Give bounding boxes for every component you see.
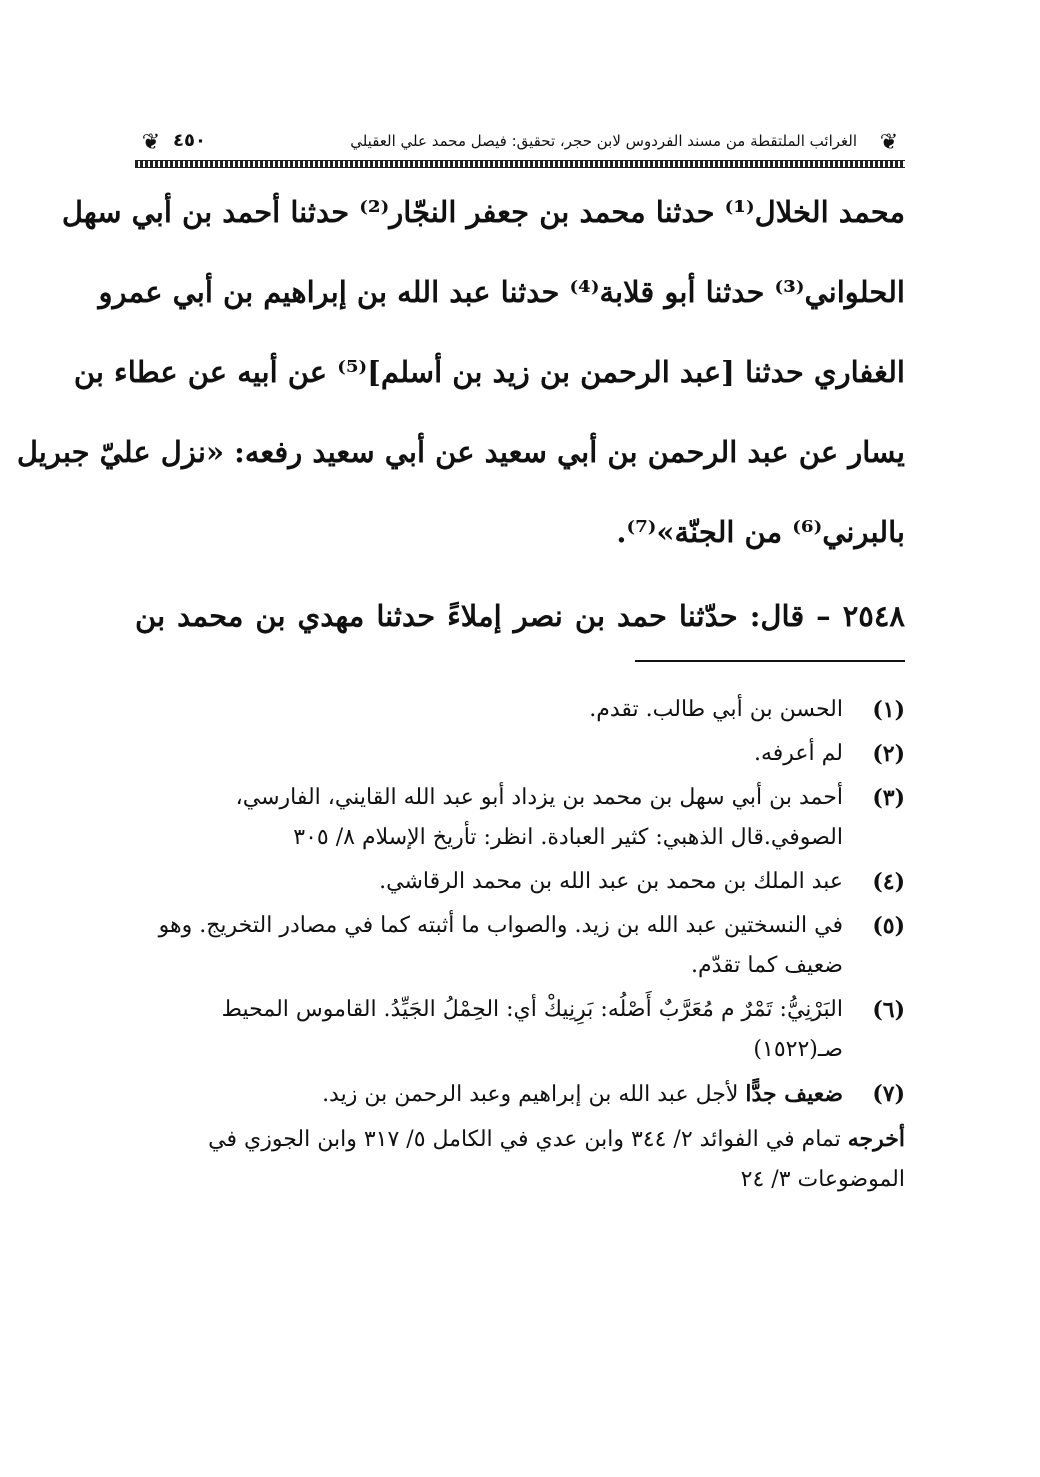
- footnotes: [135, 690, 905, 1200]
- running-title: الغرائب الملتقطة من مسند الفردوس لابن حجر، تحقيق: فيصل محمد علي العقيلي: [350, 132, 857, 150]
- footnote-text: في النسختين عبد الله بن زيد. والصواب ما أثبته كما في مصادر التخريج. وهو ضعيف كما تقدّم.: [158, 913, 843, 978]
- header-rule: [135, 160, 905, 168]
- footnote-number: (٢): [872, 741, 905, 767]
- ornament-right-icon: ❦: [879, 130, 899, 155]
- footnote: [135, 862, 905, 902]
- footnote-text: لم أعرفه.: [753, 741, 843, 766]
- footnote-number: (٣): [872, 785, 905, 811]
- grading-reason: لأجل عبد الله بن إبراهيم وعبد الرحمن بن زيد.: [322, 1082, 746, 1107]
- takhrij-text: تمام في الفوائد ٢/ ٣٤٤ وابن عدي في الكامل ٥/ ٣١٧ وابن الجوزي في الموضوعات ٣/ ٢٤: [208, 1127, 905, 1192]
- text-line: محمد الخلال⁽¹⁾ حدثنا محمد بن جعفر النجّار⁽²⁾ حدثنا أحمد بن أبي سهل: [61, 195, 905, 229]
- footnote-number: (١): [872, 697, 905, 723]
- footnote-number: (٥): [872, 913, 905, 939]
- page-header: [135, 128, 905, 168]
- footnote: [135, 778, 905, 858]
- footnote-text: أحمد بن أبي سهل بن محمد بن يزداد أبو عبد الله القايني، الفارسي، الصوفي.قال الذهبي: كثير العبادة. انظر: تأريخ الإسلام ٨/ ٣٠٥: [235, 785, 843, 850]
- footnote: [135, 906, 905, 986]
- footnote-text: [135, 1074, 843, 1115]
- footnote: [135, 990, 905, 1070]
- text-line: الحلواني⁽³⁾ حدثنا أبو قلابة⁽⁴⁾ حدثنا عبد الله بن إبراهيم بن أبي عمرو: [98, 275, 905, 309]
- footnote-number: (٤): [872, 869, 905, 895]
- ornament-left-icon: ❦: [141, 130, 161, 155]
- footnote: [135, 734, 905, 774]
- footnote-text: عبد الملك بن محمد بن عبد الله بن محمد الرقاشي.: [379, 869, 843, 894]
- takhrij-label: أخرجه: [847, 1126, 905, 1152]
- hadith-line: ٢٥٤٨ – قال: حدّثنا حمد بن نصر إملاءً حدثنا مهدي بن محمد بن: [135, 599, 905, 633]
- grading-text: ضعيف جدًّا: [745, 1081, 843, 1107]
- hadith-start: [135, 586, 905, 666]
- footnote-divider: [635, 660, 905, 662]
- footnote-text: البَرْنِيُّ: تَمْرٌ م مُعَرَّبٌ أَصْلُه: بَرِنِيكْ أي: الحِمْلُ الجَيِّدُ. القاموس المحيط صـ(١٥٢٢): [221, 997, 843, 1062]
- footnote: [135, 690, 905, 730]
- text-line: يسار عن عبد الرحمن بن أبي سعيد عن أبي سعيد رفعه: «نزل عليّ جبريل: [16, 435, 905, 469]
- footnote-number: (٦): [872, 997, 905, 1023]
- text-line: بالبرني⁽⁶⁾ من الجنّة»⁽⁷⁾.: [616, 515, 905, 549]
- footnote: [135, 1074, 905, 1115]
- footnote-number: (٧): [872, 1081, 905, 1107]
- main-text: [16, 182, 905, 582]
- takhrij: [135, 1119, 905, 1200]
- text-line: الغفاري حدثنا [عبد الرحمن بن زيد بن أسلم]⁽⁵⁾ عن أبيه عن عطاء بن: [73, 355, 905, 389]
- footnote-text: الحسن بن أبي طالب. تقدم.: [589, 697, 843, 722]
- page-number: ٤٥٠: [173, 130, 206, 151]
